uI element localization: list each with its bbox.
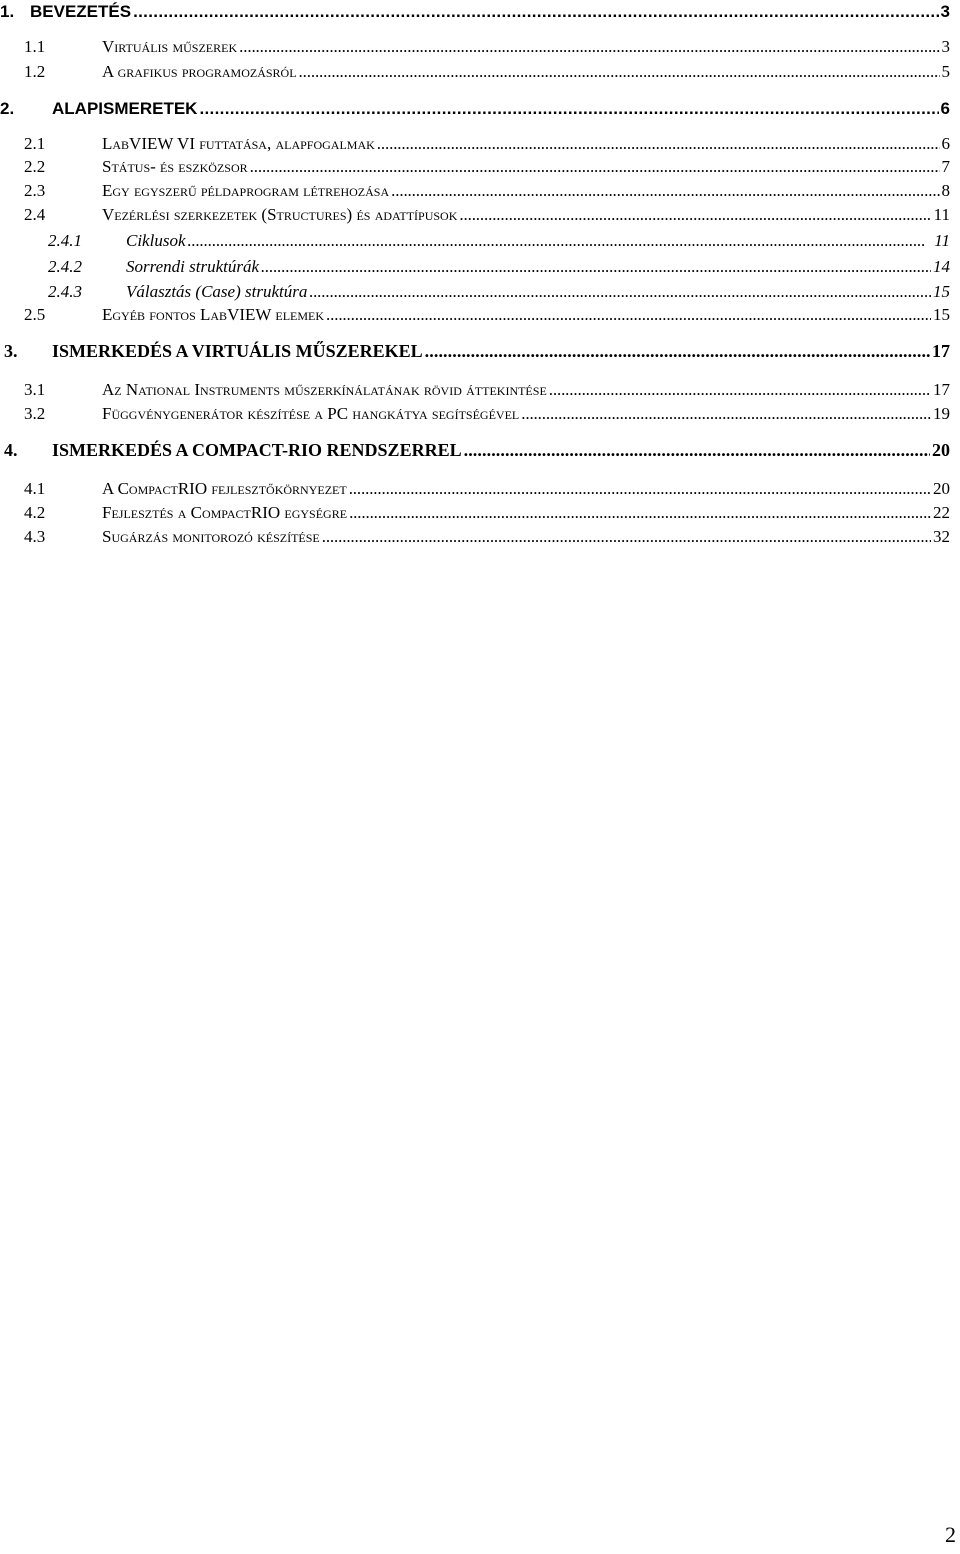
toc-entry-page: 20 [933, 479, 950, 498]
toc-leader-dots [199, 99, 938, 119]
toc-entry-title: Fejlesztés a CompactRIO egységre [102, 503, 348, 522]
toc-entry-title: Egyéb fontos LabVIEW elemek [102, 305, 325, 324]
toc-entry-page: 7 [941, 157, 950, 176]
toc-leader-dots [250, 157, 940, 177]
toc-entry-page: 5 [941, 62, 950, 81]
toc-entry-page: 17 [932, 341, 950, 361]
toc-entry-number: 2.4.2 [48, 257, 82, 276]
page-number: 2 [945, 1522, 956, 1547]
toc-entry-number: 4.2 [24, 503, 46, 522]
toc-leader-dots [349, 503, 931, 523]
toc-entry-page: 32 [933, 527, 950, 546]
toc-entry-title: LabVIEW VI futtatása, alapfogalmak [102, 134, 375, 153]
toc-entry-title: ALAPISMERETEK [52, 99, 198, 118]
toc-entry-page: 17 [933, 380, 950, 399]
toc-entry-number: 4. [4, 440, 18, 460]
toc-entry-page: 3 [941, 37, 950, 56]
toc-entry-number: 3.2 [24, 404, 46, 423]
toc-entry-title: A CompactRIO fejlesztőkörnyezet [102, 479, 347, 498]
toc-entry-page: 3 [940, 2, 950, 21]
toc-leader-dots [326, 305, 931, 325]
toc-entry-page: 6 [940, 99, 950, 118]
toc-entry-number: 4.1 [24, 479, 46, 498]
toc-entry-title: BEVEZETÉS [30, 2, 132, 21]
toc-entry-title: ISMERKEDÉS A VIRTUÁLIS MŰSZEREKEL [52, 341, 423, 361]
toc-entry-number: 4.3 [24, 527, 46, 546]
toc-entry-page: 22 [933, 503, 950, 522]
toc-entry-number: 2.4 [24, 205, 46, 224]
toc-entry-number: 2.2 [24, 157, 46, 176]
toc-leader-dots [391, 181, 939, 201]
toc-entry-title: Az National Instruments műszerkínálatának rövid áttekintése [102, 380, 547, 399]
toc-entry-title: Sorrendi struktúrák [126, 257, 260, 276]
toc-entry-title: Státus- és eszközsor [102, 157, 248, 176]
toc-leader-dots [322, 527, 931, 547]
toc-entry-page: 6 [941, 134, 950, 153]
toc-leader-dots [464, 440, 930, 461]
toc-entry-number: 1.1 [24, 37, 46, 56]
toc-entry-title: Sugárzás monitorozó készítése [102, 527, 320, 546]
toc-leader-dots [425, 341, 930, 362]
toc-entry-title: Virtuális műszerek [102, 37, 238, 56]
toc-leader-dots [188, 231, 933, 251]
toc-entry-page: 20 [932, 440, 950, 460]
toc-leader-dots [349, 479, 931, 499]
toc-leader-dots [133, 2, 938, 22]
toc-entry-page: 14 [933, 257, 950, 276]
toc-entry-title: ISMERKEDÉS A COMPACT-RIO RENDSZERREL [52, 440, 462, 460]
toc-leader-dots [239, 37, 939, 57]
toc-entry-number: 1. [0, 2, 15, 21]
toc-entry-number: 2.4.3 [48, 282, 82, 301]
toc-entry-page: 19 [933, 404, 950, 423]
toc-entry-page: 15 [933, 282, 950, 301]
toc-entry-number: 2.5 [24, 305, 46, 324]
toc-leader-dots [299, 62, 940, 82]
toc-entry-number: 1.2 [24, 62, 46, 81]
toc-entry-page: 8 [941, 181, 950, 200]
toc-entry-number: 2. [0, 99, 15, 118]
toc-entry-number: 2.4.1 [48, 231, 82, 250]
toc-entry-title: A grafikus programozásról [102, 62, 297, 81]
toc-entry-title: Függvénygenerátor készítése a PC hangkátya segítségével [102, 404, 520, 423]
toc-entry-number: 2.3 [24, 181, 46, 200]
toc-entry-title: Egy egyszerű példaprogram létrehozása [102, 181, 390, 200]
toc-leader-dots [377, 134, 940, 154]
toc-entry-title: Választás (Case) struktúra [126, 282, 308, 301]
toc-entry-number: 3.1 [24, 380, 46, 399]
toc-entry-number: 3. [4, 341, 18, 361]
toc-entry-page: 11 [933, 205, 950, 224]
toc-leader-dots [521, 404, 931, 424]
toc-leader-dots [261, 257, 931, 277]
toc-leader-dots [459, 205, 931, 225]
toc-entry-title: Vezérlési szerkezetek (Structures) és adattípusok [102, 205, 458, 224]
toc-entry-number: 2.1 [24, 134, 46, 153]
toc-leader-dots [309, 282, 931, 302]
toc-leader-dots [549, 380, 931, 400]
toc-entry-page: 11 [934, 231, 950, 250]
toc-entry-title: Ciklusok [126, 231, 186, 250]
toc-entry-page: 15 [933, 305, 950, 324]
